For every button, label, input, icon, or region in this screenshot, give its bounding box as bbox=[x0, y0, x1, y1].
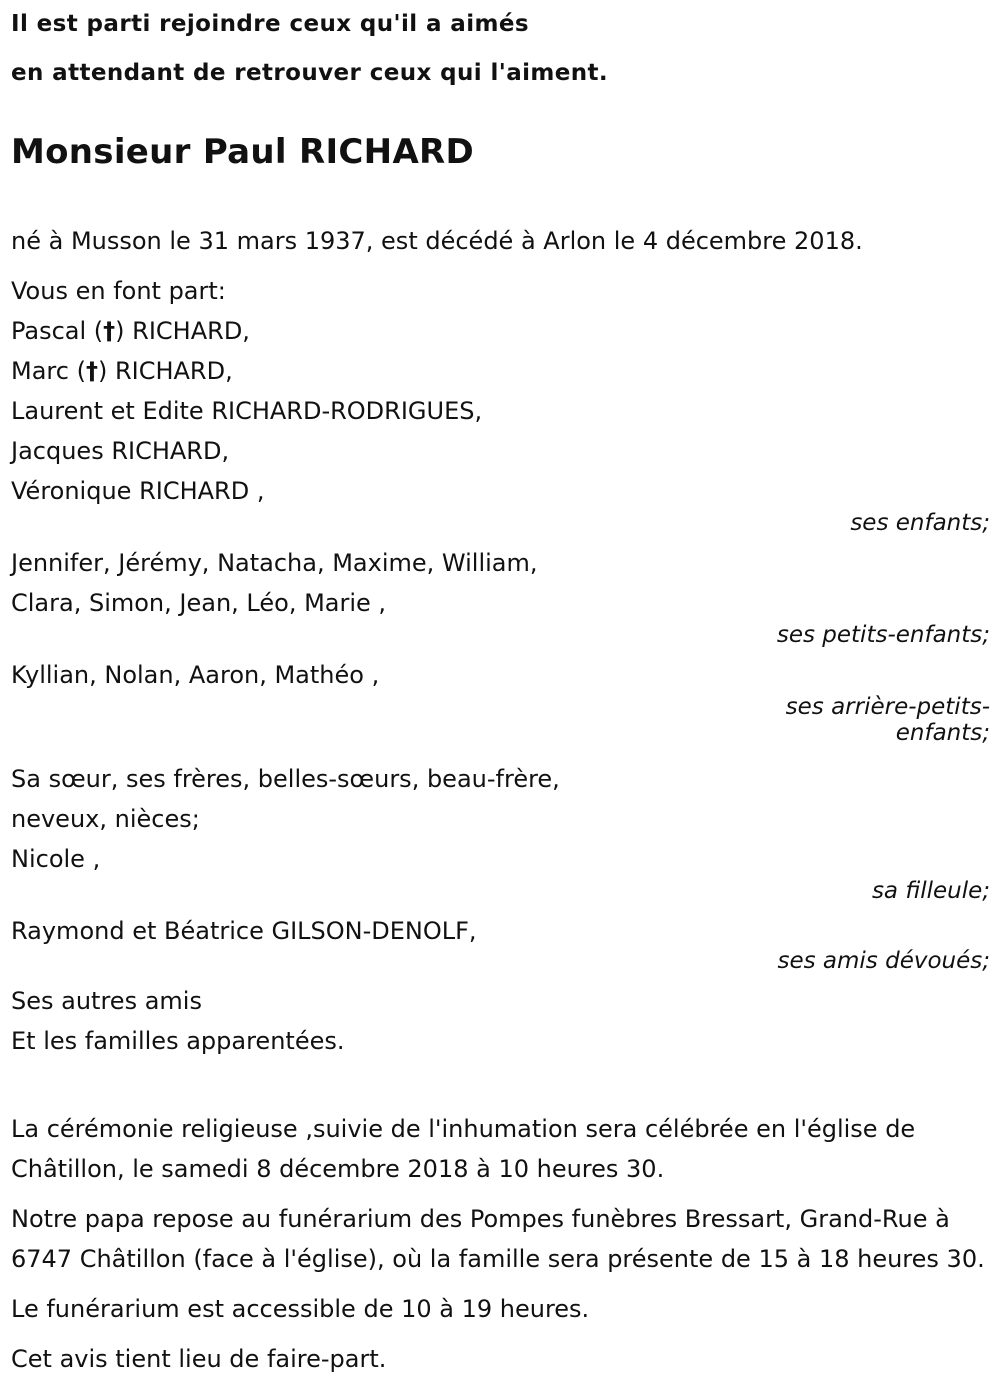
announcement-body bbox=[11, 221, 990, 1379]
epigraph-line-1: Il est parti rejoindre ceux qu'il a aimés bbox=[11, 11, 529, 37]
epigraph-line-2: en attendant de retrouver ceux qui l'aiment. bbox=[11, 60, 609, 86]
siblings-group bbox=[11, 759, 990, 905]
child-2-name-end: ) RICHARD, bbox=[97, 357, 233, 385]
goddaughter-line-1: Nicole , bbox=[11, 845, 101, 873]
others-line-2: Et les familles apparentées. bbox=[11, 1027, 345, 1055]
grandchildren-role: ses petits-enfants; bbox=[776, 622, 990, 648]
siblings-line-2: neveux, nièces; bbox=[11, 805, 200, 833]
notice-paragraph: Cet avis tient lieu de faire-part. bbox=[11, 1345, 387, 1373]
ceremony-paragraph: La cérémonie religieuse ,suivie de l'inhumation sera célébrée en l'église de Châtillon, le samedi 8 décembre 2018 à 10 heures 30. bbox=[11, 1115, 916, 1183]
grandchildren-group bbox=[11, 543, 990, 649]
child-1-name-end: ) RICHARD, bbox=[115, 317, 250, 345]
epigraph bbox=[11, 0, 990, 88]
great-grandchildren-role-line-1: ses arrière-petits- bbox=[785, 694, 990, 720]
great-grandchildren-role-line-2: enfants; bbox=[895, 720, 990, 746]
child-line-5: Véronique RICHARD , bbox=[11, 477, 265, 505]
grandchildren-line-2: Clara, Simon, Jean, Léo, Marie , bbox=[11, 589, 387, 617]
others-line-1: Ses autres amis bbox=[11, 987, 202, 1015]
cross-icon: † bbox=[85, 357, 98, 385]
child-line-3: Laurent et Edite RICHARD-RODRIGUES, bbox=[11, 397, 483, 425]
visiting-hours-paragraph: Le funérarium est accessible de 10 à 19 heures. bbox=[11, 1295, 590, 1323]
others-group bbox=[11, 981, 990, 1061]
cross-icon: † bbox=[103, 317, 116, 345]
grandchildren-line-1: Jennifer, Jérémy, Natacha, Maxime, William, bbox=[11, 549, 538, 577]
ceremony-section bbox=[11, 1109, 990, 1379]
siblings-line-1: Sa sœur, ses frères, belles-sœurs, beau-frère, bbox=[11, 765, 560, 793]
deceased-name: Monsieur Paul RICHARD bbox=[11, 132, 475, 172]
children-group bbox=[11, 271, 990, 537]
birth-death-line: né à Musson le 31 mars 1937, est décédé à Arlon le 4 décembre 2018. bbox=[11, 227, 863, 255]
announcement-intro: Vous en font part: bbox=[11, 277, 226, 305]
great-grandchildren-group bbox=[11, 655, 990, 753]
child-line-1 bbox=[11, 311, 990, 351]
funeral-home-paragraph: Notre papa repose au funérarium des Pompes funèbres Bressart, Grand-Rue à 6747 Châtillon (face à l'église), où la famille sera présente de 15 à 18 heures 30. bbox=[11, 1205, 985, 1273]
child-2-name-start: Marc ( bbox=[11, 357, 86, 385]
goddaughter-role: sa filleule; bbox=[871, 878, 990, 904]
child-1-name-start: Pascal ( bbox=[11, 317, 104, 345]
child-line-4: Jacques RICHARD, bbox=[11, 437, 230, 465]
great-grandchildren-line-1: Kyllian, Nolan, Aaron, Mathéo , bbox=[11, 661, 380, 689]
child-line-2 bbox=[11, 351, 990, 391]
friends-line-1: Raymond et Béatrice GILSON-DENOLF, bbox=[11, 917, 477, 945]
friends-role: ses amis dévoués; bbox=[777, 948, 990, 974]
friends-group bbox=[11, 911, 990, 975]
children-role: ses enfants; bbox=[850, 510, 990, 536]
